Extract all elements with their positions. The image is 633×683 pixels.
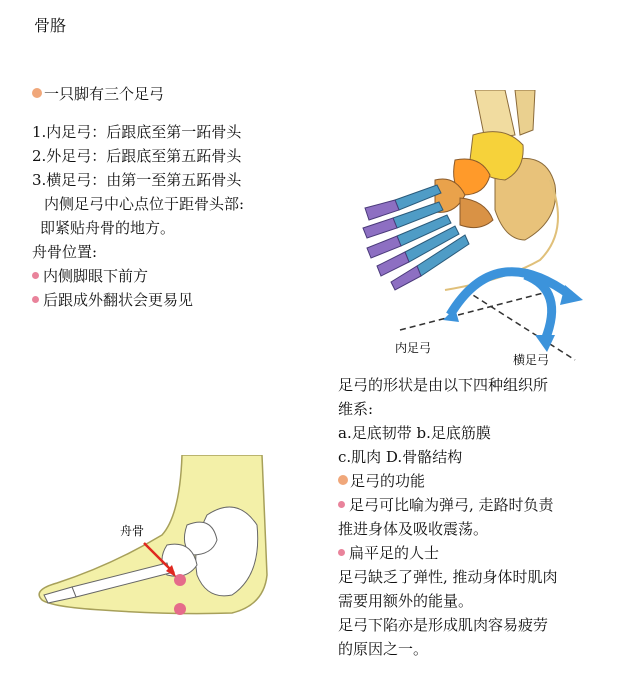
- right-text-block: [338, 373, 558, 661]
- bullet-dot-icon: [338, 549, 345, 556]
- transverse-arch-axis: [465, 290, 575, 360]
- transverse-arch-label: 横足弓: [513, 353, 550, 367]
- bullet-dot-icon: [32, 272, 39, 279]
- intro-line-2: 维系:: [338, 400, 374, 418]
- bullet-dot-icon: [32, 296, 39, 303]
- intro-line-1: 足弓的形状是由以下四种组织所: [338, 376, 549, 394]
- foot-arches-diagram: [355, 90, 587, 370]
- navicular-point-2: 后跟成外翻状会更易见: [32, 288, 244, 312]
- navicular-label: 舟骨: [120, 524, 145, 538]
- bullet-dot-icon: [32, 88, 42, 98]
- flatfoot-line-3: 足弓下陷亦是形成肌肉容易疲劳: [338, 616, 549, 634]
- arch-note-2: 即紧贴舟骨的地方。: [40, 219, 176, 237]
- function-line-1: 足弓可比喻为弹弓, 走路时负责: [338, 493, 558, 517]
- flatfoot-line-1: 足弓缺乏了弹性, 推动身体时肌肉: [338, 568, 558, 586]
- tissues-line-2: c.肌肉 D.骨骼结构: [338, 448, 463, 466]
- inner-arch-label: 内足弓: [395, 341, 432, 355]
- arrow-head-icon: [535, 335, 555, 352]
- navicular-point-1: 内侧脚眼下前方: [32, 264, 244, 288]
- arch-item-transverse: 3.横足弓：由第一至第五跖骨头: [32, 171, 242, 189]
- navicular-side-diagram: [32, 455, 272, 640]
- fibula-bone: [515, 90, 535, 135]
- cuboid-bone: [460, 198, 493, 228]
- function-heading: 足弓的功能: [338, 469, 558, 493]
- bullet-dot-icon: [338, 501, 345, 508]
- navicular-heading: 舟骨位置:: [32, 243, 98, 261]
- flatfoot-line-4: 的原因之一。: [338, 640, 429, 658]
- inner-arch-axis: [400, 290, 555, 330]
- page-title: 骨胳: [34, 16, 67, 35]
- flatfoot-line-2: 需要用额外的能量。: [338, 592, 474, 610]
- arch-note-1: 内侧足弓中心点位于距骨头部:: [44, 195, 245, 213]
- tissues-line-1: a.足底韧带 b.足底筋膜: [338, 424, 491, 442]
- arch-marker: [174, 603, 186, 615]
- arch-heading: 一只脚有三个足弓: [32, 82, 244, 106]
- flatfoot-heading: 扁平足的人士: [338, 541, 558, 565]
- navicular-marker: [174, 574, 186, 586]
- arch-item-inner: 1.内足弓：后跟底至第一跖骨头: [32, 123, 242, 141]
- bullet-dot-icon: [338, 475, 348, 485]
- function-line-2: 推进身体及吸收震荡。: [338, 520, 489, 538]
- left-text-block: [32, 82, 244, 312]
- arch-item-outer: 2.外足弓：后跟底至第五跖骨头: [32, 147, 242, 165]
